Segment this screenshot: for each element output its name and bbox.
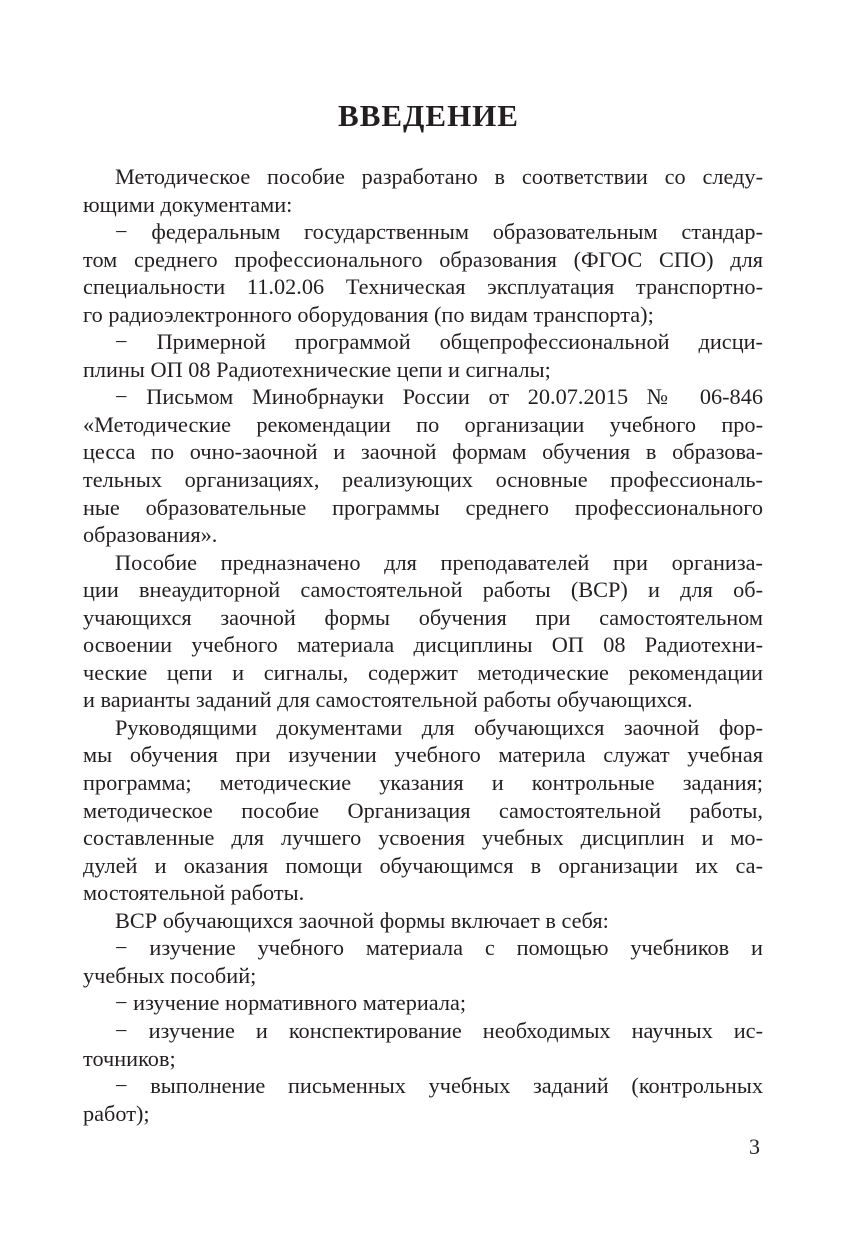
text-line: го радиоэлектронного оборудования (по видам транспорта); xyxy=(83,301,654,327)
text-line: ции внеаудиторной самостоятельной работы (ВСР) и для об- xyxy=(83,577,763,603)
text-line: точников; xyxy=(83,1045,176,1071)
text-line: − выполнение письменных учебных заданий (контрольных xyxy=(115,1073,763,1099)
page-title: ВВЕДЕНИЕ xyxy=(338,98,519,133)
text-line: методическое пособие Организация самостоятельной работы, xyxy=(83,797,763,823)
text-line: том среднего профессионального образования (ФГОС СПО) для xyxy=(83,246,763,272)
text-line: цесса по очно-заочной и заочной формам обучения в образова- xyxy=(83,439,763,465)
text-line: составленные для лучшего усвоения учебных дисциплин и мо- xyxy=(83,825,763,851)
text-line: − федеральным государственным образовательным стандар- xyxy=(115,219,763,245)
text-line: освоении учебного материала дисциплины ОП 08 Радиотехни- xyxy=(83,632,763,658)
text-line: Руководящими документами для обучающихся заочной фор- xyxy=(115,714,763,740)
text-line: учебных пособий; xyxy=(83,962,257,988)
text-line: − изучение и конспектирование необходимых научных ис- xyxy=(115,1017,763,1043)
text-line: мостоятельной работы. xyxy=(83,880,305,906)
text-line: ющими документами: xyxy=(83,191,293,217)
text-line: − Письмом Минобрнауки России от 20.07.2015 № 06-846 xyxy=(115,384,763,410)
text-line: программа; методические указания и контрольные задания; xyxy=(83,770,763,796)
text-line: мы обучения при изучении учебного материла служат учебная xyxy=(83,742,763,768)
text-line: Методическое пособие разработано в соответствии со следу- xyxy=(115,164,763,189)
text-line: образования». xyxy=(83,522,218,548)
text-line: дулей и оказания помощи обучающимся в организации их са- xyxy=(83,852,763,878)
text-line: ные образовательные программы среднего профессионального xyxy=(83,494,763,520)
text-line: работ); xyxy=(83,1100,150,1126)
text-line: специальности 11.02.06 Техническая эксплуатация транспортно- xyxy=(83,274,763,300)
text-line: − изучение нормативного материала; xyxy=(115,990,467,1016)
document-body xyxy=(83,163,763,1127)
text-line: − изучение учебного материала с помощью учебников и xyxy=(115,935,763,961)
page-number: 3 xyxy=(749,1134,760,1159)
text-line: тельных организациях, реализующих основные профессиональ- xyxy=(83,467,763,493)
text-line: Пособие предназначено для преподавателей при организа- xyxy=(115,549,763,575)
text-line: учающихся заочной формы обучения при самостоятельном xyxy=(83,604,763,630)
text-line: «Методические рекомендации по организации учебного про- xyxy=(83,411,763,437)
text-line: ВСР обучающихся заочной формы включает в себя: xyxy=(115,907,609,933)
text-line: ческие цепи и сигналы, содержит методические рекомендации xyxy=(83,659,763,685)
text-line: − Примерной программой общепрофессиональной дисци- xyxy=(115,329,763,355)
text-line: плины ОП 08 Радиотехнические цепи и сигналы; xyxy=(83,356,551,382)
text-line: и варианты заданий для самостоятельной работы обучающихся. xyxy=(83,687,693,713)
